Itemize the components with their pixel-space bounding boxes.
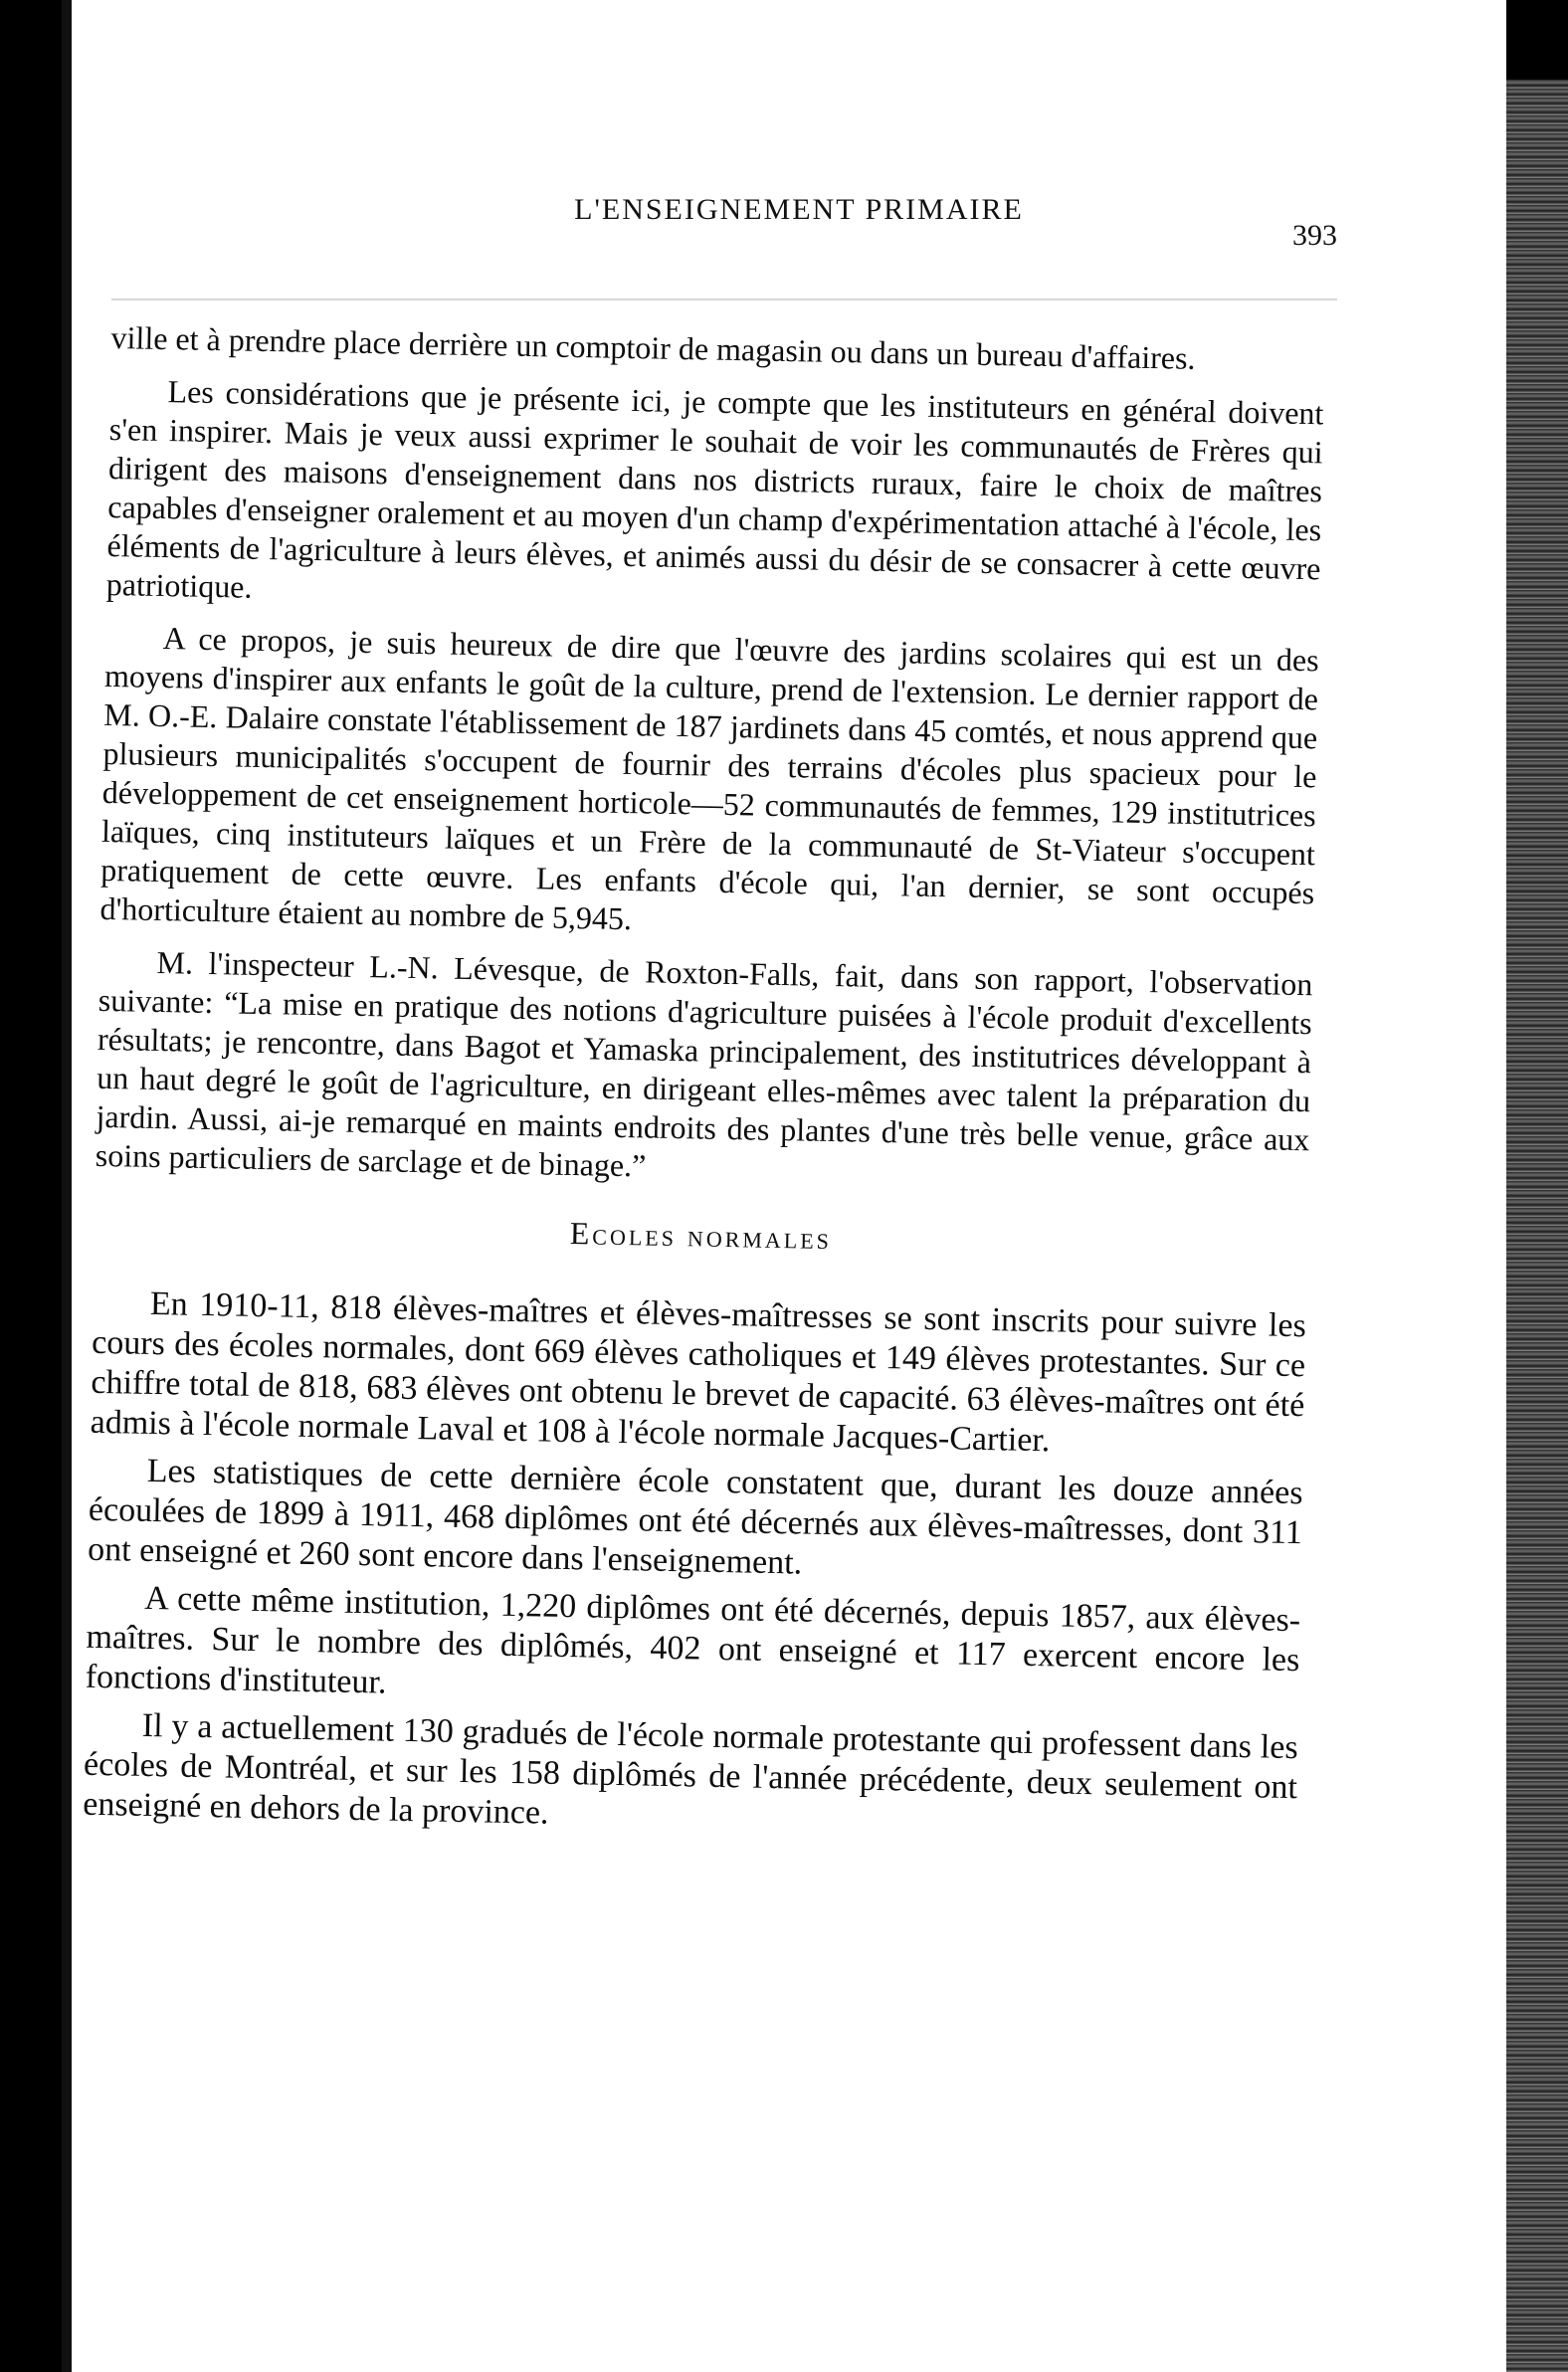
book-page [62,0,1526,2372]
paragraph: M. l'inspecteur L.-N. Lévesque, de Roxton-Falls, fait, dans son rapport, l'observation suivante: “La mise en pratique des notions d'agriculture puisées à l'école produit d'excellents résultats; je rencontre, dans Bagot et Yamaska principalement, des institutrices développant à un haut degré le goût de l'agriculture, en dirigeant elles-mêmes avec talent la préparation du jardin. Aussi, ai-je remarqué en maints endroits des plantes d'une très belle venue, grâce aux soins particuliers de sarclage et de binage.” [95,943,1313,1184]
paragraph: ville et à prendre place derrière un comptoir de magasin ou dans un bureau d'affaires. [110,318,1196,376]
scan-edge-top [1506,0,1568,80]
paragraph: A ce propos, je suis heureux de dire que l'œuvre des jardins scolaires qui est un des moyens d'inspirer aux enfants le goût de la culture, prend de l'extension. Le dernier rapport de M. O.-E. Dalaire constate l'établissement de 187 jardinets dans 45 comtés, et nous apprend que plusieurs municipalités s'occupent de fournir des terrains d'écoles plus spacieux pour le développement de cet enseignement horticole—52 communautés de femmes, 129 institutrices laïques, cinq instituteurs laïques et un Frère de la communauté de St-Viateur s'occupent pratiquement de cette œuvre. Les enfants d'école qui, l'an dernier, se sont occupés d'horticulture étaient au nombre de 5,945. [99,620,1319,937]
paragraph: En 1910-11, 818 élèves-maîtres et élèves-maîtresses se sont inscrits pour suivre les cours des écoles normales, dont 669 élèves catholiques et 149 élèves protestantes. Sur ce chiffre total de 818, 683 élèves ont obtenu le brevet de capacité. 63 élèves-maîtres ont été admis à l'école normale Laval et 108 à l'école normale Jacques-Cartier. [90,1285,1307,1460]
scan-edge-texture [1506,80,1568,2372]
paragraph: Il y a actuellement 130 gradués de l'école normale protestante qui professent dans les écoles de Montréal, et sur les 158 diplômés de l'année précédente, deux seulement ont enseigné en dehors de la province. [82,1706,1298,1832]
header-rule [111,298,1337,300]
paragraph: A cette même institution, 1,220 diplômes ont été décernés, depuis 1857, aux élèves-maîtres. Sur le nombre des diplômés, 402 ont enseigné et 117 exercent encore les fonctions d'instituteur. [85,1579,1301,1701]
section-body [83,1284,1306,1848]
page-header [92,179,1506,252]
paragraph: Les considérations que je présente ici, je compte que les instituteurs en général doivent s'en inspirer. Mais je veux aussi exprimer le souhait de voir les communautés de Frères qui dirigent des maisons d'enseignement dans nos districts ruraux, faire le choix de maîtres capables d'enseigner oralement et au moyen d'un champ d'expérimentation attaché à l'école, les éléments de l'agriculture à leurs élèves, et animés aussi du désir de se consacrer à cette œuvre patriotique. [105,373,1324,605]
page-number: 393 [1292,219,1337,252]
section-heading: Ecoles normales [569,1215,833,1257]
page-body [83,318,1325,1856]
running-title: L'ENSEIGNEMENT PRIMAIRE [574,193,1024,226]
paragraph: Les statistiques de cette dernière école constatent que, durant les douze années écoulées de 1899 à 1911, 468 diplômes ont été décernés aux élèves-maîtresses, dont 311 ont enseigné et 260 sont encore dans l'enseignement. [87,1452,1303,1582]
